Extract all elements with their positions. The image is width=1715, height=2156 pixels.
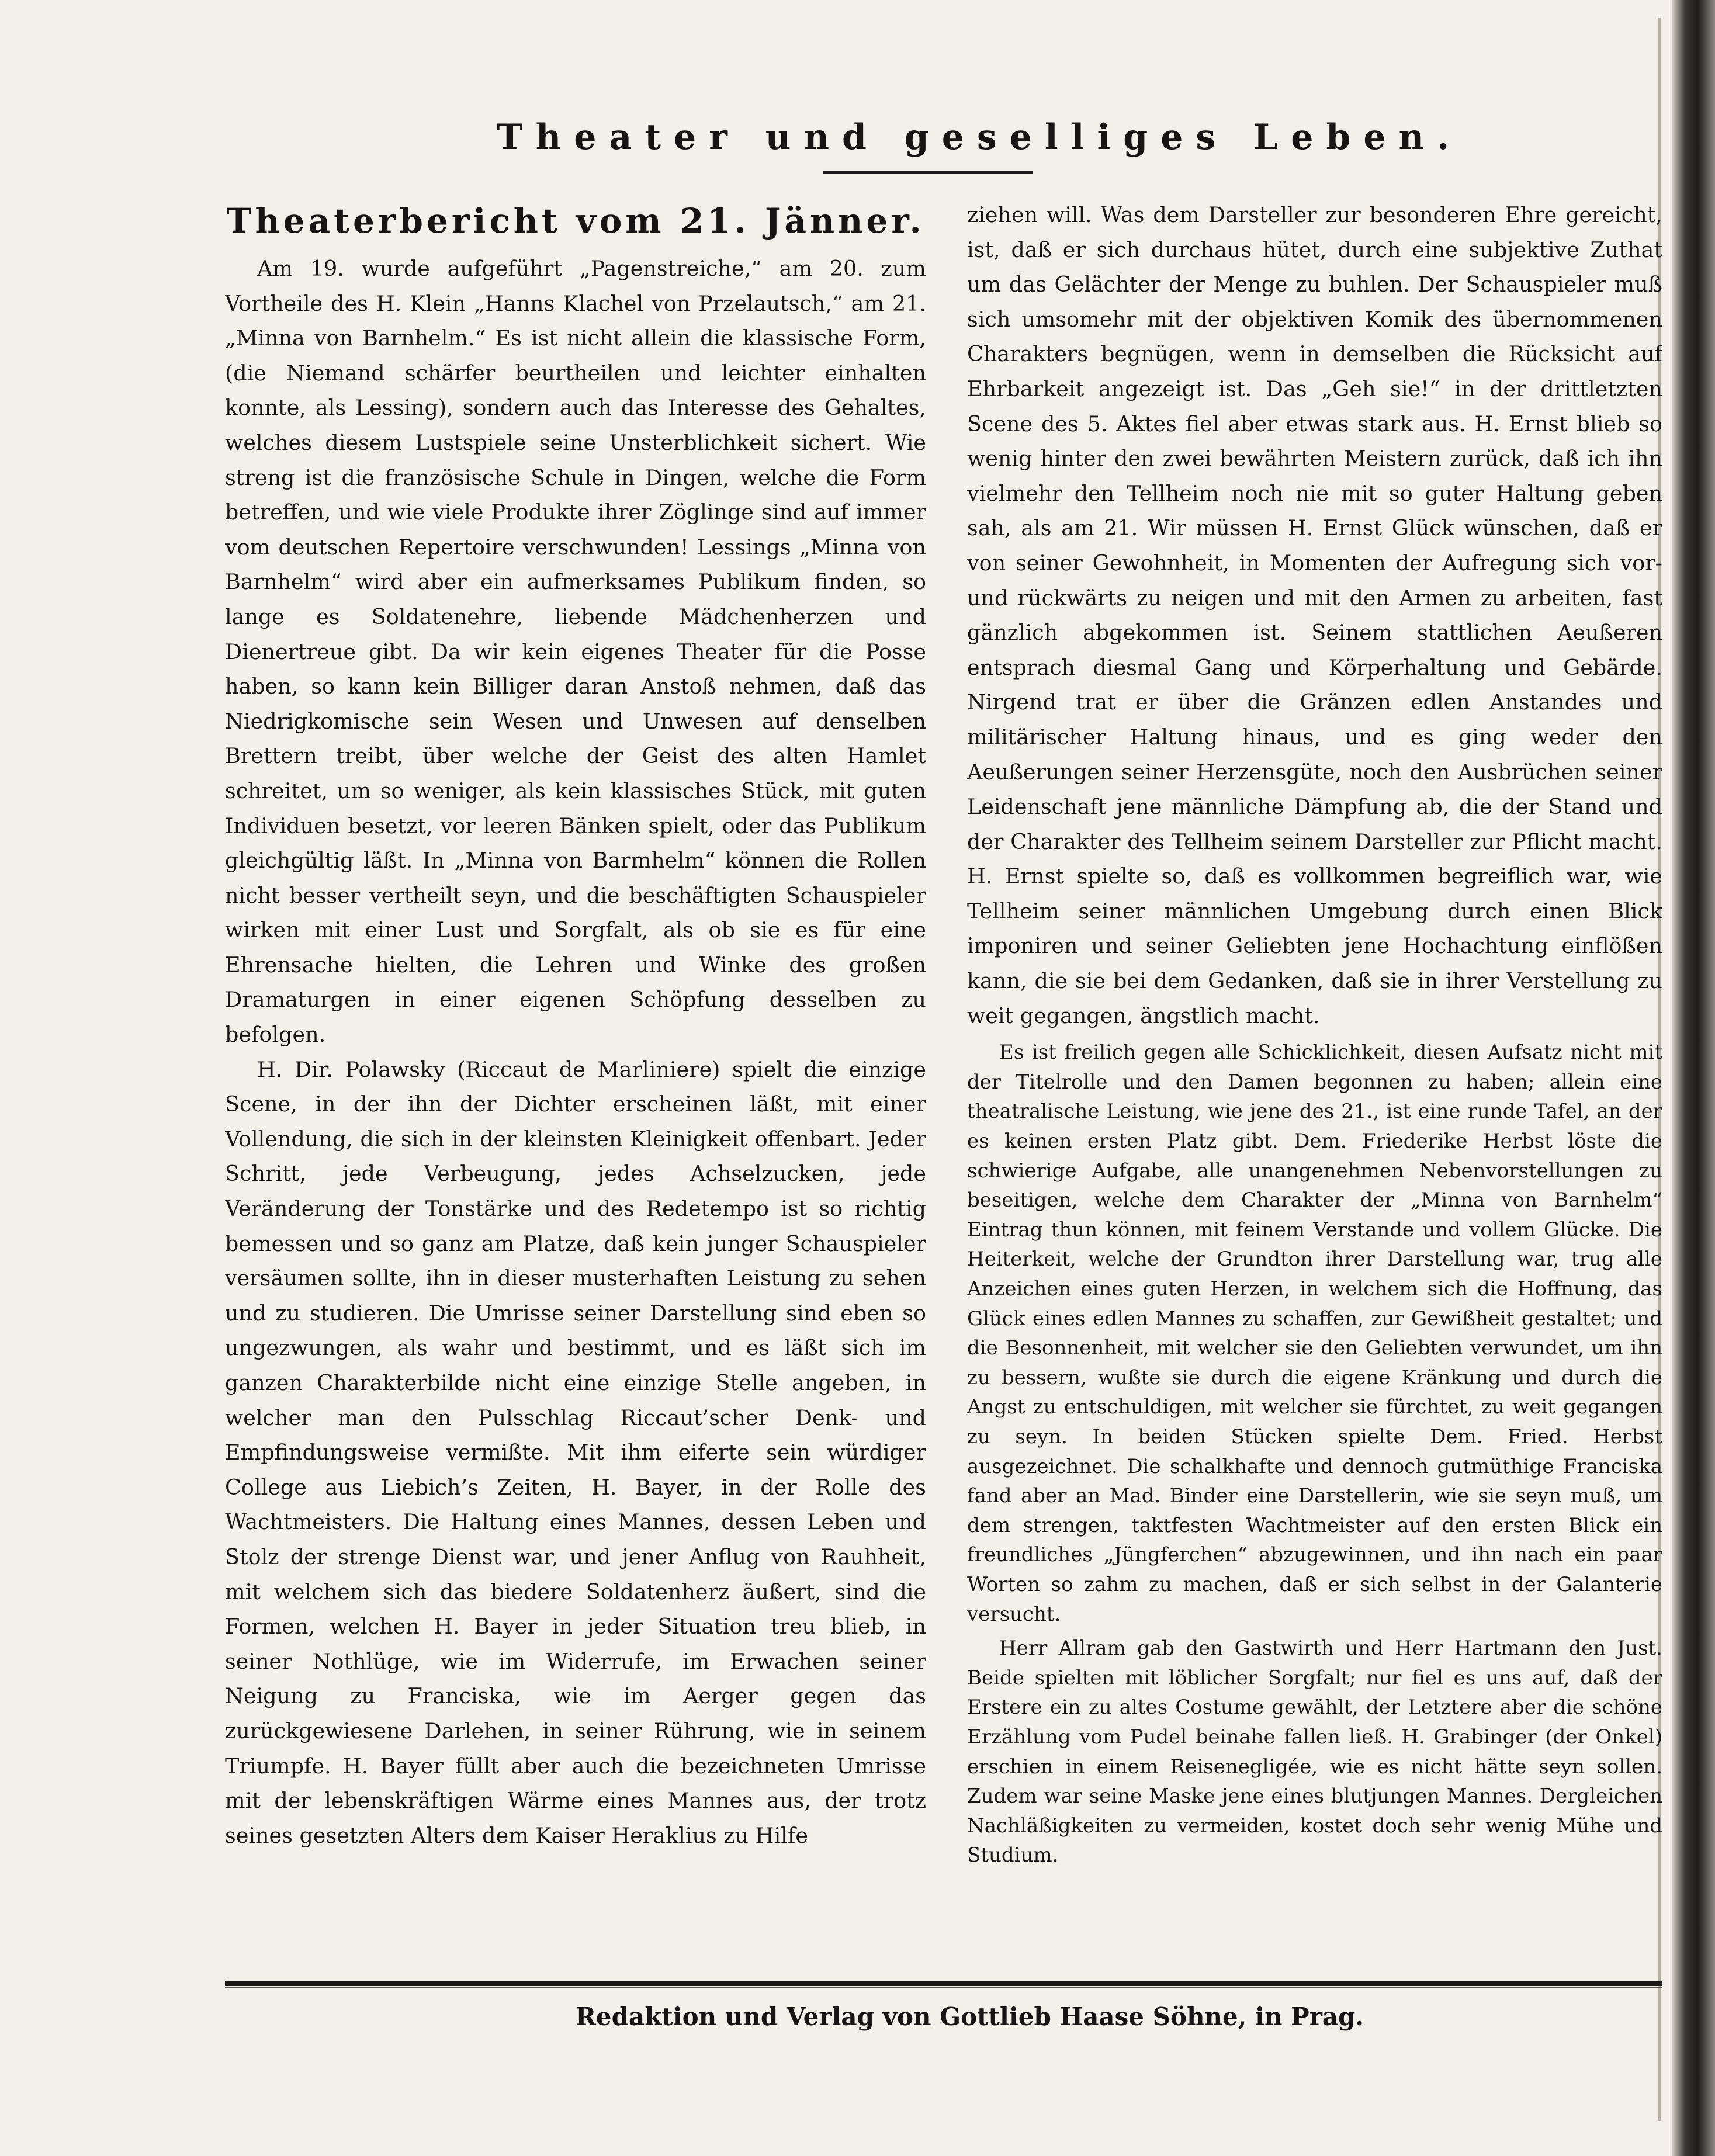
left-paragraph-1: Am 19. wurde aufgeführt „Pagenstreiche,“ am 20. zum Vortheile des H. Klein „Hanns Klachel von Przelautsch,“ am 21. „Minna von Barnhelm.“ Es ist nicht allein die klassische Form, (die Niemand schärfer beurtheilen und leichter einhalten konnte, als Lessing), sondern auch das Interesse des Gehaltes, welches diesem Lustspiele seine Unsterblichkeit sichert. Wie streng ist die französische Schule in Dingen, welche die Form betreffen, und wie viele Produkte ihrer Zöglinge sind auf immer vom deutschen Repertoire verschwunden! Lessings „Minna von Barnhelm“ wird aber ein aufmerksames Publikum finden, so lange es Soldatenehre, liebende Mädchenherzen und Dienertreue gibt. Da wir kein eigenes Theater für die Posse haben, so kann kein Billiger daran Anstoß nehmen, daß das Niedrigkomische sein Wesen und Unwesen auf denselben Brettern treibt, über welche der Geist des alten Hamlet schreitet, um so weniger, als kein klassisches Stück, mit guten Individuen besetzt, vor leeren Bänken spielt, oder das Publikum gleichgültig läßt. In „Minna von Barmhelm“ können die Rollen nicht besser vertheilt seyn, und die beschäftigten Schauspieler wirken mit einer Lust und Sorgfalt, als ob sie es für eine Ehrensache hielten, die Lehren und Winke des großen Dramaturgen in einer eigenen Schöpfung desselben zu befolgen. [225, 256, 926, 1048]
right-paragraph-3: Herr Allram gab den Gastwirth und Herr Hartmann den Just. Beide spielten mit löblicher Sorgfalt; nur fiel es uns auf, daß der Erstere ein zu altes Costume gewählt, der Letztere aber die schöne Erzählung vom Pudel beinahe fallen ließ. H. Grabinger (der Onkel) erschien in einem Reisenegligée, wie es nicht hätte seyn sollen. Zudem war seine Maske jene eines blutjungen Mannes. Dergleichen Nachläßigkeiten zu vermeiden, kostet doch sehr wenig Mühe und Studium. [967, 1637, 1662, 1867]
footer-rule-thin [225, 1987, 1662, 1988]
left-paragraph-2: H. Dir. Polawsky (Riccaut de Marliniere) spielt die einzige Scene, in der ihn der Dichter erscheinen läßt, mit einer Vollendung, die sich in der kleinsten Kleinigkeit offenbart. Jeder Schritt, jede Verbeugung, jedes Achselzucken, jede Veränderung der Tonstärke und des Redetempo ist so richtig bemessen und so ganz am Platze, daß kein junger Schauspieler versäumen sollte, ihn in dieser musterhaften Leistung zu sehen und zu studieren. Die Umrisse seiner Darstellung sind eben so ungezwungen, als wahr und bestimmt, und es läßt sich im ganzen Charakterbilde nicht eine einzige Stelle angeben, in welcher man den Pulsschlag Riccaut’scher Denk- und Empfindungsweise vermißte. Mit ihm eiferte sein würdiger College aus Liebich’s Zeiten, H. Bayer, in der Rolle des Wachtmeisters. Die Haltung eines Mannes, dessen Leben und Stolz der strenge Dienst war, und jener Anflug von Rauhheit, mit welchem sich das biedere Soldatenherz äußert, sind die Formen, welchen H. Bayer in jeder Situation treu blieb, in seiner Nothlüge, wie im Widerrufe, im Erwachen seiner Neigung zu Franciska, wie im Aerger gegen das zurückgewiesene Darlehen, in seiner Rührung, wie in seinem Triumpfe. H. Bayer füllt aber auch die bezeichneten Umrisse mit der lebenskräftigen Wärme eines Mannes aus, der trotz seines gesetzten Alters dem Kaiser Heraklius zu Hilfe [225, 1056, 926, 1848]
binding-edge [1672, 0, 1715, 2156]
article-title: Theaterbericht vom 21. Jänner. [226, 201, 925, 241]
right-paragraph-2: Es ist freilich gegen alle Schicklichkeit, diesen Aufsatz nicht mit der Titelrolle und den Damen begonnen zu haben; allein eine theatralische Leistung, wie jene des 21., ist eine runde Tafel, an der es keinen ersten Platz gibt. Dem. Friederike Herbst löste die schwierige Aufgabe, alle unangenehmen Nebenvorstellungen zu beseitigen, welche dem Charakter der „Minna von Barnhelm“ Eintrag thun können, mit feinem Verstande und vollem Glücke. Die Heiterkeit, welche der Grundton ihrer Darstellung war, trug alle Anzeichen eines guten Herzen, in welchem sich die Hoffnung, das Glück eines edlen Mannes zu schaffen, zur Gewißheit gestaltet; und die Besonnenheit, mit welcher sie den Geliebten verwundet, um ihn zu bessern, wußte sie durch die eigene Kränkung und durch die Angst zu entschuldigen, mit welcher sie fürchtet, zu weit gegangen zu seyn. In beiden Stücken spielte Dem. Fried. Herbst ausgezeichnet. Die schalkhafte und dennoch gutmüthige Franciska fand aber an Mad. Binder eine Darstellerin, wie sie seyn muß, um dem strengen, taktfesten Wachtmeister auf den ersten Blick ein freundliches „Jüngferchen“ abzugewinnen, und ihn nach ein paar Worten so zahm zu machen, daß er sich selbst in der Galanterie versucht. [967, 1041, 1662, 1626]
running-head: Theater und geselliges Leben. [497, 117, 1463, 158]
running-head-underline [823, 171, 1033, 174]
imprint: Redaktion und Verlag von Gottlieb Haase Söhne, in Prag. [576, 2002, 1364, 2031]
right-paragraph-1: ziehen will. Was dem Darsteller zur besonderen Ehre gereicht, ist, daß er sich durchaus hütet, durch eine subjektive Zuthat um das Gelächter der Menge zu buhlen. Der Schauspieler muß sich umsomehr mit der objektiven Komik des übernommenen Charakters begnügen, wenn in demselben die Rücksicht auf Ehrbarkeit angezeigt ist. Das „Geh sie!“ in der drittletzten Scene des 5. Aktes fiel aber etwas stark aus. H. Ernst blieb so wenig hinter den zwei bewährten Meistern zurück, daß ich ihn vielmehr den Tellheim noch nie mit so guter Haltung geben sah, als am 21. Wir müssen H. Ernst Glück wünschen, daß er von seiner Gewohnheit, in Momenten der Aufregung sich vor- und rückwärts zu neigen und mit den Armen zu arbeiten, fast gänzlich abgekommen ist. Seinem stattlichen Aeußeren entsprach diesmal Gang und Körperhaltung und Gebärde. Nirgend trat er über die Gränzen edlen Anstandes und militärischer Haltung hinaus, und es ging weder den Aeußerungen seiner Herzensgüte, noch den Ausbrüchen seiner Leidenschaft jene männliche Dämpfung ab, die der Stand und der Charakter des Tellheim seinem Darsteller zur Pflicht macht. H. Ernst spielte so, daß es vollkommen begreiflich war, wie Tellheim seiner männlichen Umgebung durch einen Blick imponiren und seiner Geliebten jene Hochachtung einflößen kann, die sie bei dem Gedanken, daß sie in ihrer Verstellung zu weit gegangen, ängstlich macht. [967, 202, 1662, 1028]
left-column [225, 197, 926, 1959]
footer-rule [225, 1981, 1662, 1986]
right-column [967, 197, 1662, 1959]
